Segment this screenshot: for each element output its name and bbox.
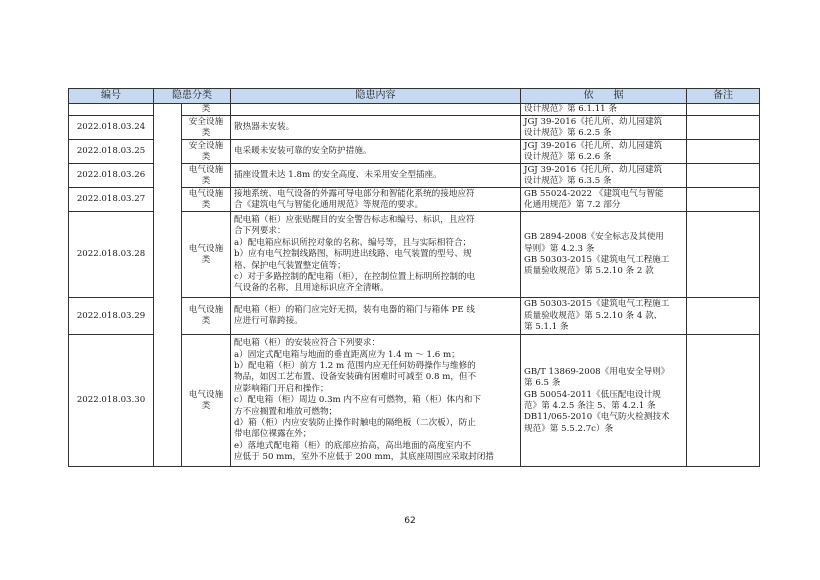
content-line: 电采暖未安装可靠的安全防护措施。 xyxy=(234,146,372,157)
row-remark xyxy=(687,212,760,298)
category-line: 电气设施 xyxy=(188,389,224,400)
content-line: a）配电箱应标识所控对象的名称、编号等，且与实际相符合； xyxy=(234,237,472,248)
category-line: 电气设施 xyxy=(188,188,224,199)
row-content xyxy=(231,104,521,116)
basis-line: GB 2894-2008《安全标志及其使用 xyxy=(524,232,664,243)
content-line: 格、保护电气装置整定值等； xyxy=(234,260,346,271)
basis-line: DB11/065-2010《电气防火检测技术 xyxy=(524,412,670,423)
row-basis xyxy=(521,212,687,298)
row-basis xyxy=(521,104,687,116)
basis-line: JGJ 39-2016《托儿所、幼儿园建筑 xyxy=(524,164,663,175)
row-remark xyxy=(687,164,760,188)
row-basis xyxy=(521,298,687,335)
row-remark xyxy=(687,140,760,164)
content-line: 插座设置未达 1.8m 的安全高度、未采用安全型插座。 xyxy=(234,170,442,181)
content-line: 方不应搁置和堆放可燃物； xyxy=(234,406,338,417)
category-spacer-cell xyxy=(154,104,182,467)
content-line: c）对于多路控制的配电箱（柜），在控制位置上标明所控制的电 xyxy=(234,272,476,283)
category-line: 电气设施 xyxy=(188,305,224,315)
row-category xyxy=(182,164,231,188)
basis-line: GB 50303-2015《建筑电气工程施工 xyxy=(524,254,670,265)
row-content xyxy=(231,298,521,335)
content-line: 气设备的名称，且用途标识应齐全清晰。 xyxy=(234,283,389,294)
content-line: d）箱（柜）内应安装防止操作时触电的隔绝板（二次板），防止 xyxy=(234,418,476,429)
row-content xyxy=(231,164,521,188)
category-line: 类 xyxy=(201,199,211,210)
page-number: 62 xyxy=(404,516,416,526)
row-id: 2022.018.03.28 xyxy=(69,212,154,298)
row-category xyxy=(182,116,231,140)
basis-line: 质量验收规范》第 5.2.10 条 2 款 xyxy=(524,266,654,277)
content-line: 配电箱（柜）的安装应符合下列要求： xyxy=(234,338,381,349)
row-content xyxy=(231,116,521,140)
content-line: 配电箱（柜）的箱门应完好无损，装有电器的箱门与箱体 PE 线 xyxy=(234,305,475,315)
content-line: a）固定式配电箱与地面的垂直距离应为 1.4 m ～ 1.6 m； xyxy=(234,349,460,360)
basis-line: GB 50054-2011《低压配电设计规 xyxy=(524,389,661,400)
row-category xyxy=(182,335,231,467)
category-line: 类 xyxy=(201,400,211,411)
content-line: 应低于 50 mm，室外不应低于 200 mm，其底座周围应采取封闭措 xyxy=(234,452,494,463)
row-content xyxy=(231,140,521,164)
header-id: 编号 xyxy=(69,89,154,104)
basis-line: 导则》第 4.2.3 条 xyxy=(524,243,595,254)
basis-line: 第 5.1.1 条 xyxy=(524,322,569,333)
row-basis xyxy=(521,116,687,140)
basis-line: GB 50303-2015《建筑电气工程施工 xyxy=(524,299,670,310)
category-line: 安全设施 xyxy=(188,140,224,151)
row-id: 2022.018.03.27 xyxy=(69,188,154,212)
row-content xyxy=(231,335,521,467)
content-line: 带电部位裸露在外； xyxy=(234,429,312,440)
basis-line: 设计规范》第 6.1.11 条 xyxy=(524,104,617,114)
category-line: 类 xyxy=(201,151,211,162)
row-remark xyxy=(687,188,760,212)
content-line: 接地系统、电气设备的外露可导电部分和智能化系统的接地应符 xyxy=(234,188,475,199)
row-remark xyxy=(687,298,760,335)
category-line: 类 xyxy=(201,127,211,138)
row-category xyxy=(182,298,231,335)
row-basis xyxy=(521,335,687,467)
row-id xyxy=(69,104,154,116)
basis-line: 设计规范》第 6.2.5 条 xyxy=(524,127,612,138)
header-content: 隐患内容 xyxy=(231,89,521,104)
basis-line: JGJ 39-2016《托儿所、幼儿园建筑 xyxy=(524,116,663,127)
basis-line: JGJ 39-2016《托儿所、幼儿园建筑 xyxy=(524,140,663,151)
row-basis xyxy=(521,188,687,212)
content-line: 散热器未安装。 xyxy=(234,122,295,133)
row-content xyxy=(231,212,521,298)
row-category xyxy=(182,212,231,298)
row-category xyxy=(182,104,231,116)
basis-line: 质量验收规范》第 5.2.10 条 4 款、 xyxy=(524,310,663,321)
basis-line: 第 6.5 条 xyxy=(524,378,561,389)
content-line: 合下列要求： xyxy=(234,226,286,237)
content-line: 合《建筑电气与智能化通用规范》等规范的要求。 xyxy=(234,199,424,210)
basis-line: 设计规范》第 6.2.6 条 xyxy=(524,151,612,162)
category-line: 类 xyxy=(201,175,211,186)
row-basis xyxy=(521,164,687,188)
row-remark xyxy=(687,335,760,467)
row-id: 2022.018.03.30 xyxy=(69,335,154,467)
basis-line: 范》第 4.2.5 条注 5、第 4.2.1 条 xyxy=(524,400,656,411)
row-id: 2022.018.03.29 xyxy=(69,298,154,335)
content-line: b）配电箱（柜）前方 1.2 m 范围内应无任何妨碍操作与维修的 xyxy=(234,360,476,371)
row-id: 2022.018.03.25 xyxy=(69,140,154,164)
category-line: 电气设施 xyxy=(188,164,224,175)
row-remark xyxy=(687,116,760,140)
content-line: 配电箱（柜）应张贴醒目的安全警告标志和编号、标识，且应符 xyxy=(234,214,475,225)
row-category xyxy=(182,140,231,164)
category-line: 类 xyxy=(201,254,211,265)
header-row xyxy=(69,89,760,104)
basis-line: GB 55024-2022 《建筑电气与智能 xyxy=(524,188,664,199)
category-line: 类 xyxy=(201,104,211,114)
hazard-table xyxy=(68,88,760,467)
table-body xyxy=(69,104,760,467)
content-line: 应影响箱门开启和操作； xyxy=(234,383,329,394)
basis-line: GB/T 13869-2008《用电安全导则》 xyxy=(524,366,670,377)
row-basis xyxy=(521,140,687,164)
row-category xyxy=(182,188,231,212)
category-line: 电气设施 xyxy=(188,243,224,254)
category-line: 安全设施 xyxy=(188,116,224,127)
header-basis: 依 据 xyxy=(521,89,687,104)
content-line: e）落地式配电箱（柜）的底部应抬高，高出地面的高度室内不 xyxy=(234,440,472,451)
row-remark xyxy=(687,104,760,116)
row-id: 2022.018.03.26 xyxy=(69,164,154,188)
header-category: 隐患分类 xyxy=(154,89,231,104)
content-line: 物品，如因工艺布置、设备安装确有困难时可减至 0.8 m，但不 xyxy=(234,372,477,383)
category-line: 类 xyxy=(201,316,211,327)
basis-line: 设计规范》第 6.3.5 条 xyxy=(524,175,612,186)
table-row xyxy=(69,104,760,116)
content-line: 应进行可靠跨接。 xyxy=(234,316,303,327)
basis-line: 化通用规范》第 7.2 部分 xyxy=(524,199,621,210)
content-line: c）配电箱（柜）周边 0.3m 内不应有可燃物，箱（柜）体内和下 xyxy=(234,395,481,406)
content-line: b）应有电气控制线路图，标明进出线路、电气装置的型号、规 xyxy=(234,249,472,260)
row-content xyxy=(231,188,521,212)
header-remark: 备注 xyxy=(687,89,760,104)
basis-line: 规范》第 5.5.2.7c）条 xyxy=(524,423,614,434)
row-id: 2022.018.03.24 xyxy=(69,116,154,140)
